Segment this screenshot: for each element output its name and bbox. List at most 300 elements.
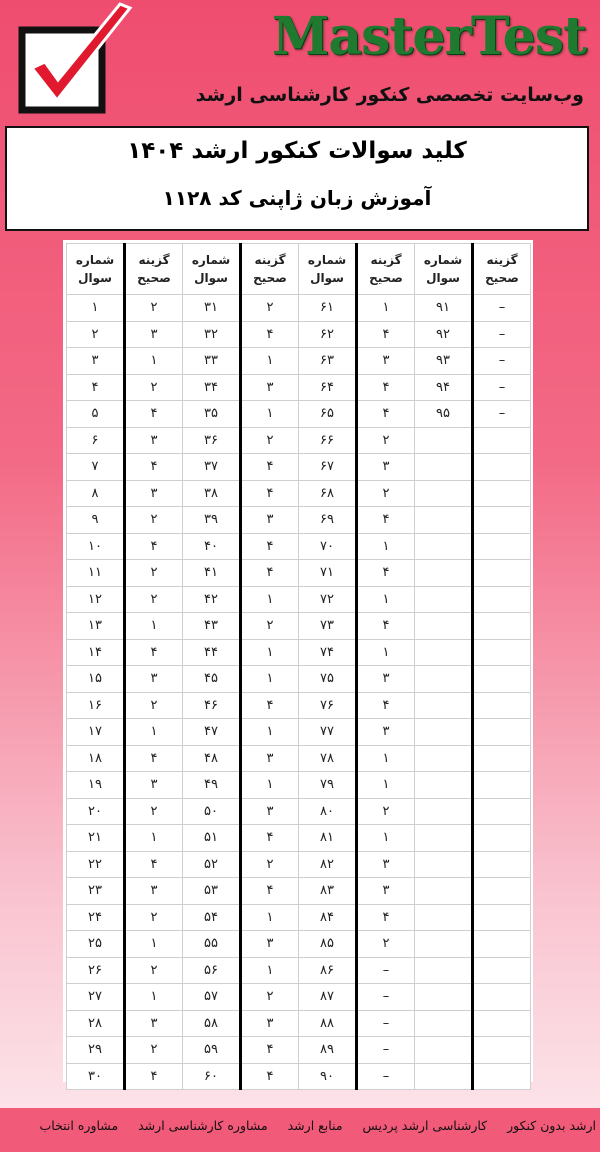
question-number-cell [415,480,473,507]
question-number-cell: ۹۵ [415,401,473,428]
question-number-cell: ۲۳ [67,878,125,905]
question-number-cell: ۳۵ [183,401,241,428]
question-number-cell: ۴۸ [183,745,241,772]
correct-option-cell: ۴ [241,560,299,587]
footer-links [24,1118,596,1133]
correct-option-cell: ۴ [357,507,415,534]
correct-option-cell: ۳ [125,480,183,507]
question-number-cell [415,772,473,799]
question-number-cell: ۵۷ [183,984,241,1011]
table-row [67,798,531,825]
correct-option-cell: ۴ [125,1063,183,1090]
correct-option-cell: – [357,1010,415,1037]
correct-option-cell: ۳ [125,878,183,905]
question-number-cell: ۴۲ [183,586,241,613]
question-number-cell: ۷۱ [299,560,357,587]
question-number-cell [415,613,473,640]
correct-option-cell: ۳ [241,507,299,534]
site-header [0,0,600,125]
correct-option-cell: ۳ [357,878,415,905]
question-number-cell: ۵۶ [183,957,241,984]
question-number-cell: ۲۷ [67,984,125,1011]
table-row [67,904,531,931]
question-number-cell [415,454,473,481]
header-question-line1: شماره [423,253,463,267]
question-number-cell: ۶۸ [299,480,357,507]
correct-option-cell: ۴ [241,321,299,348]
correct-option-cell [473,480,531,507]
correct-option-cell: – [357,957,415,984]
correct-option-cell: ۱ [241,639,299,666]
question-number-cell: ۱۸ [67,745,125,772]
correct-option-cell: ۲ [125,798,183,825]
header-question-line2: سوال [194,271,228,285]
question-number-cell: ۱۵ [67,666,125,693]
question-number-cell: ۶۰ [183,1063,241,1090]
correct-option-cell [473,984,531,1011]
question-number-cell: ۶۴ [299,374,357,401]
correct-option-cell: ۴ [357,374,415,401]
correct-option-cell: ۳ [125,1010,183,1037]
correct-option-cell: – [357,1063,415,1090]
question-number-cell: ۴۴ [183,639,241,666]
correct-option-cell: ۲ [241,613,299,640]
correct-option-cell [473,772,531,799]
correct-option-cell: ۲ [125,374,183,401]
correct-option-cell: ۴ [125,401,183,428]
header-question-number [183,244,241,295]
correct-option-cell: ۲ [125,957,183,984]
title-box [5,126,589,231]
question-number-cell: ۷۰ [299,533,357,560]
question-number-cell: ۷۶ [299,692,357,719]
correct-option-cell: ۴ [241,533,299,560]
question-number-cell [415,666,473,693]
correct-option-cell: ۳ [125,427,183,454]
header-question-line2: سوال [426,271,460,285]
question-number-cell: ۲۱ [67,825,125,852]
footer-link-resources[interactable]: منابع ارشد [287,1118,343,1133]
answer-key-table-container [63,240,533,1082]
question-number-cell: ۱۱ [67,560,125,587]
question-number-cell [415,904,473,931]
correct-option-cell: ۲ [241,295,299,322]
table-row [67,984,531,1011]
correct-option-cell [473,745,531,772]
correct-option-cell: ۳ [241,1010,299,1037]
question-number-cell: ۱۳ [67,613,125,640]
question-number-cell: ۷۲ [299,586,357,613]
question-number-cell: ۲۹ [67,1037,125,1064]
correct-option-cell: ۱ [357,295,415,322]
question-number-cell: ۷ [67,454,125,481]
question-number-cell: ۲۶ [67,957,125,984]
header-answer-line2: صحیح [137,271,171,285]
correct-option-cell: ۲ [357,480,415,507]
header-question-number [67,244,125,295]
correct-option-cell: ۲ [125,1037,183,1064]
correct-option-cell: ۴ [357,560,415,587]
header-question-line2: سوال [78,271,112,285]
question-number-cell: ۷۵ [299,666,357,693]
question-number-cell: ۳۴ [183,374,241,401]
header-correct-option [357,244,415,295]
question-number-cell: ۷۴ [299,639,357,666]
header-answer-line1: گزینه [486,253,518,267]
correct-option-cell: ۱ [357,772,415,799]
table-row [67,586,531,613]
question-number-cell: ۲۰ [67,798,125,825]
table-row [67,454,531,481]
correct-option-cell: ۳ [357,851,415,878]
correct-option-cell [473,798,531,825]
correct-option-cell: ۱ [241,719,299,746]
header-question-line2: سوال [310,271,344,285]
question-number-cell: ۸۶ [299,957,357,984]
correct-option-cell: ۴ [241,454,299,481]
correct-option-cell: ۱ [241,957,299,984]
header-question-number [415,244,473,295]
question-number-cell: ۱۹ [67,772,125,799]
question-number-cell: ۶۱ [299,295,357,322]
question-number-cell: ۹ [67,507,125,534]
header-question-number [299,244,357,295]
correct-option-cell: ۲ [241,851,299,878]
correct-option-cell: ۱ [357,825,415,852]
question-number-cell [415,745,473,772]
correct-option-cell: ۴ [357,904,415,931]
question-number-cell: ۴۹ [183,772,241,799]
table-row [67,533,531,560]
question-number-cell: ۴۱ [183,560,241,587]
question-number-cell: ۶۶ [299,427,357,454]
page-title: کلید سوالات کنکور ارشد ۱۴۰۴ [127,138,467,164]
correct-option-cell [473,427,531,454]
question-number-cell [415,798,473,825]
correct-option-cell: ۲ [125,295,183,322]
correct-option-cell: ۱ [125,825,183,852]
question-number-cell [415,427,473,454]
correct-option-cell: ۳ [125,666,183,693]
table-row [67,613,531,640]
correct-option-cell [473,1063,531,1090]
question-number-cell: ۶ [67,427,125,454]
header-question-line1: شماره [75,253,115,267]
question-number-cell [415,533,473,560]
correct-option-cell: ۴ [357,321,415,348]
table-row [67,666,531,693]
question-number-cell: ۷۳ [299,613,357,640]
correct-option-cell [473,904,531,931]
question-number-cell: ۹۲ [415,321,473,348]
table-row [67,1063,531,1090]
header-question-line1: شماره [191,253,231,267]
question-number-cell [415,984,473,1011]
correct-option-cell: ۳ [241,745,299,772]
question-number-cell: ۳۷ [183,454,241,481]
correct-option-cell: ۴ [241,480,299,507]
site-tagline: وب‌سایت تخصصی کنکور کارشناسی ارشد [195,84,584,106]
question-number-cell: ۶۹ [299,507,357,534]
question-number-cell: ۱۶ [67,692,125,719]
table-row [67,772,531,799]
table-body [67,295,531,1090]
correct-option-cell: ۴ [125,745,183,772]
table-row [67,295,531,322]
table-row [67,745,531,772]
correct-option-cell: ۲ [125,586,183,613]
correct-option-cell: ۱ [241,904,299,931]
question-number-cell [415,1037,473,1064]
question-number-cell: ۳۶ [183,427,241,454]
question-number-cell: ۵۸ [183,1010,241,1037]
question-number-cell: ۴ [67,374,125,401]
correct-option-cell [473,533,531,560]
question-number-cell: ۱۰ [67,533,125,560]
correct-option-cell: ۲ [125,560,183,587]
correct-option-cell: ۴ [241,1037,299,1064]
correct-option-cell: ۲ [125,904,183,931]
question-number-cell: ۵ [67,401,125,428]
question-number-cell [415,719,473,746]
correct-option-cell: ۴ [357,613,415,640]
correct-option-cell: ۴ [125,639,183,666]
correct-option-cell: ۳ [357,348,415,375]
correct-option-cell: ۱ [125,613,183,640]
question-number-cell [415,586,473,613]
question-number-cell: ۳۱ [183,295,241,322]
correct-option-cell: ۲ [241,984,299,1011]
correct-option-cell: ۳ [357,454,415,481]
correct-option-cell [473,878,531,905]
question-number-cell: ۳۲ [183,321,241,348]
question-number-cell: ۸ [67,480,125,507]
correct-option-cell [473,613,531,640]
table-row [67,957,531,984]
table-row [67,639,531,666]
question-number-cell [415,878,473,905]
question-number-cell: ۲۸ [67,1010,125,1037]
correct-option-cell [473,851,531,878]
correct-option-cell: ۱ [125,984,183,1011]
table-row [67,931,531,958]
question-number-cell: ۵۹ [183,1037,241,1064]
question-number-cell: ۱۲ [67,586,125,613]
header-answer-line1: گزینه [138,253,170,267]
question-number-cell: ۶۳ [299,348,357,375]
table-row [67,560,531,587]
question-number-cell: ۸۰ [299,798,357,825]
correct-option-cell: – [473,374,531,401]
question-number-cell: ۳۸ [183,480,241,507]
question-number-cell: ۶۲ [299,321,357,348]
question-number-cell: ۵۳ [183,878,241,905]
table-row [67,692,531,719]
footer-link-pardis[interactable]: کارشناسی ارشد پردیس [362,1118,488,1133]
correct-option-cell: ۱ [241,586,299,613]
correct-option-cell [473,666,531,693]
correct-option-cell: ۲ [125,507,183,534]
correct-option-cell: ۴ [125,851,183,878]
correct-option-cell: ۲ [241,427,299,454]
question-number-cell: ۸۸ [299,1010,357,1037]
question-number-cell: ۴۷ [183,719,241,746]
table-row [67,401,531,428]
question-number-cell [415,1010,473,1037]
question-number-cell: ۶۵ [299,401,357,428]
question-number-cell: ۴۶ [183,692,241,719]
header-correct-option [473,244,531,295]
header-answer-line2: صحیح [253,271,287,285]
header-answer-line1: گزینه [254,253,286,267]
table-row [67,348,531,375]
correct-option-cell [473,931,531,958]
question-number-cell: ۹۳ [415,348,473,375]
correct-option-cell: ۳ [125,772,183,799]
correct-option-cell: – [473,321,531,348]
table-row [67,878,531,905]
table-row [67,1010,531,1037]
question-number-cell: ۱ [67,295,125,322]
answer-key-table [66,243,531,1090]
question-number-cell: ۵۱ [183,825,241,852]
correct-option-cell [473,1010,531,1037]
correct-option-cell: ۳ [357,719,415,746]
question-number-cell [415,639,473,666]
correct-option-cell: ۱ [125,348,183,375]
correct-option-cell [473,639,531,666]
correct-option-cell: ۱ [357,639,415,666]
correct-option-cell: ۱ [357,533,415,560]
question-number-cell [415,692,473,719]
correct-option-cell: ۴ [125,454,183,481]
correct-option-cell: ۳ [357,666,415,693]
table-row [67,1037,531,1064]
correct-option-cell: ۴ [357,401,415,428]
correct-option-cell [473,825,531,852]
correct-option-cell: ۳ [241,931,299,958]
correct-option-cell: ۲ [357,798,415,825]
question-number-cell: ۴۳ [183,613,241,640]
correct-option-cell [473,454,531,481]
question-number-cell: ۹۱ [415,295,473,322]
table-row [67,851,531,878]
header-correct-option [125,244,183,295]
question-number-cell: ۸۵ [299,931,357,958]
question-number-cell: ۲۲ [67,851,125,878]
question-number-cell [415,957,473,984]
correct-option-cell: ۲ [125,692,183,719]
header-correct-option [241,244,299,295]
footer-link-consulting[interactable]: مشاوره کارشناسی ارشد [138,1118,268,1133]
question-number-cell: ۷۸ [299,745,357,772]
correct-option-cell: ۴ [241,1063,299,1090]
question-number-cell: ۵۵ [183,931,241,958]
question-number-cell: ۲۴ [67,904,125,931]
header-answer-line2: صحیح [485,271,519,285]
correct-option-cell: ۴ [241,878,299,905]
question-number-cell: ۲۵ [67,931,125,958]
header-answer-line1: گزینه [370,253,402,267]
correct-option-cell: ۴ [241,692,299,719]
correct-option-cell [473,507,531,534]
question-number-cell [415,507,473,534]
question-number-cell: ۸۱ [299,825,357,852]
correct-option-cell: ۲ [357,931,415,958]
header-answer-line2: صحیح [369,271,403,285]
question-number-cell [415,851,473,878]
correct-option-cell: – [473,295,531,322]
correct-option-cell: ۱ [125,719,183,746]
correct-option-cell: ۱ [241,666,299,693]
correct-option-cell: – [357,984,415,1011]
correct-option-cell: ۳ [241,798,299,825]
correct-option-cell: ۳ [125,321,183,348]
correct-option-cell: – [473,401,531,428]
correct-option-cell: ۲ [357,427,415,454]
brand-name[interactable]: MasterTest [271,6,586,67]
correct-option-cell: ۱ [125,931,183,958]
question-number-cell [415,1063,473,1090]
table-row [67,374,531,401]
table-row [67,321,531,348]
correct-option-cell [473,719,531,746]
page-subtitle: آموزش زبان ژاپنی کد ۱۱۲۸ [162,186,432,210]
question-number-cell: ۵۲ [183,851,241,878]
question-number-cell: ۴۰ [183,533,241,560]
table-header-row [67,244,531,295]
question-number-cell: ۸۲ [299,851,357,878]
question-number-cell: ۵۴ [183,904,241,931]
question-number-cell [415,560,473,587]
correct-option-cell: ۱ [357,745,415,772]
question-number-cell: ۷۹ [299,772,357,799]
correct-option-cell: ۴ [125,533,183,560]
table-row [67,719,531,746]
question-number-cell: ۱۷ [67,719,125,746]
correct-option-cell: ۱ [357,586,415,613]
correct-option-cell: ۳ [241,374,299,401]
correct-option-cell [473,560,531,587]
table-row [67,427,531,454]
correct-option-cell: ۱ [241,772,299,799]
correct-option-cell [473,1037,531,1064]
question-number-cell: ۸۷ [299,984,357,1011]
correct-option-cell: – [357,1037,415,1064]
header-question-line1: شماره [307,253,347,267]
footer-nav [0,1108,600,1152]
question-number-cell: ۶۷ [299,454,357,481]
question-number-cell [415,825,473,852]
question-number-cell: ۳ [67,348,125,375]
question-number-cell: ۷۷ [299,719,357,746]
checkmark-logo-icon[interactable] [12,0,138,118]
question-number-cell: ۹۰ [299,1063,357,1090]
footer-link-selection-consulting[interactable]: مشاوره انتخاب [39,1118,119,1133]
question-number-cell: ۴۵ [183,666,241,693]
question-number-cell [415,931,473,958]
correct-option-cell: ۱ [241,401,299,428]
correct-option-cell: ۴ [357,692,415,719]
question-number-cell: ۱۴ [67,639,125,666]
question-number-cell: ۳۹ [183,507,241,534]
table-row [67,507,531,534]
footer-link-no-exam[interactable]: ارشد بدون کنکور [507,1118,596,1133]
question-number-cell: ۳۰ [67,1063,125,1090]
table-row [67,480,531,507]
correct-option-cell [473,692,531,719]
correct-option-cell [473,957,531,984]
